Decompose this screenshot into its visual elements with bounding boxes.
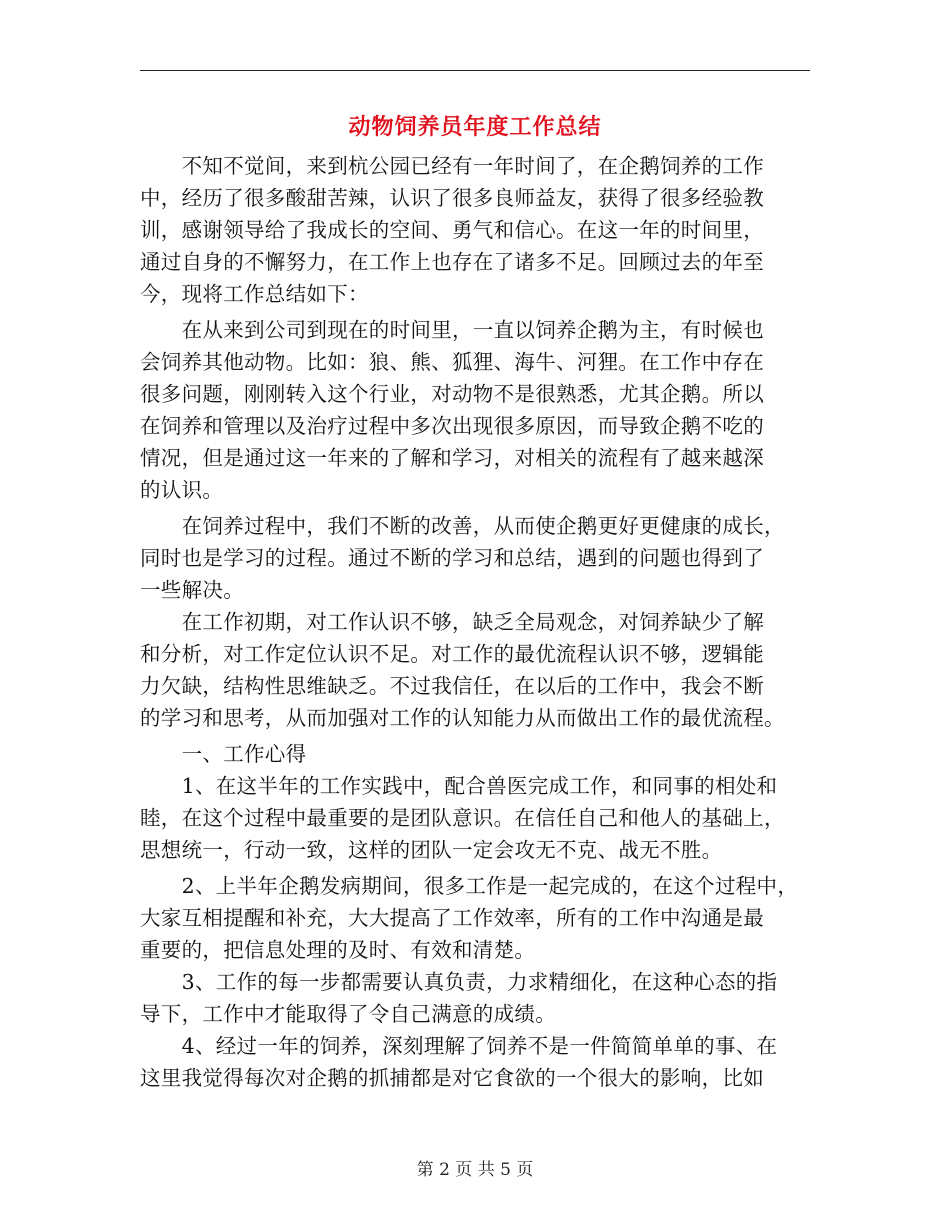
body-line: 思想统一，行动一致，这样的团队一定会攻无不克、战无不胜。 [140,838,723,862]
body-line: 4、经过一年的饲养，深刻理解了饲养不是一件简简单单的事、在 [140,1034,778,1058]
body-line: 中，经历了很多酸甜苦辣，认识了很多良师益友，获得了很多经验教 [140,186,764,210]
document-title: 动物饲养员年度工作总结 [348,114,602,140]
body-line: 同时也是学习的过程。通过不断的学习和总结，遇到的问题也得到了 [140,546,764,570]
body-line: 和分析，对工作定位认识不足。对工作的最优流程认识不够，逻辑能 [140,642,764,666]
body-line: 不知不觉间，来到杭公园已经有一年时间了，在企鹅饲养的工作 [140,154,764,178]
body-line: 3、工作的每一步都需要认真负责，力求精细化，在这种心态的指 [140,970,778,994]
body-line: 1、在这半年的工作实践中，配合兽医完成工作，和同事的相处和 [140,774,778,798]
body-line: 在从来到公司到现在的时间里，一直以饲养企鹅为主，有时候也 [140,318,764,342]
page-footer: 第 2 页 共 5 页 [416,1160,534,1180]
body-line: 在饲养和管理以及治疗过程中多次出现很多原因，而导致企鹅不吃的 [140,414,764,438]
body-line: 通过自身的不懈努力，在工作上也存在了诸多不足。回顾过去的年至 [140,250,764,274]
header-rule [140,70,810,71]
body-line: 会饲养其他动物。比如：狼、熊、狐狸、海牛、河狸。在工作中存在 [140,350,764,374]
body-line: 睦，在这个过程中最重要的是团队意识。在信任自己和他人的基础上， [140,806,785,830]
body-line: 很多问题，刚刚转入这个行业，对动物不是很熟悉，尤其企鹅。所以 [140,382,764,406]
body-line: 重要的，把信息处理的及时、有效和清楚。 [140,938,536,962]
body-line: 情况，但是通过这一年来的了解和学习，对相关的流程有了越来越深 [140,446,764,470]
body-line: 今，现将工作总结如下： [140,282,369,306]
body-line: 大家互相提醒和补充，大大提高了工作效率，所有的工作中沟通是最 [140,906,764,930]
section-heading: 一、工作心得 [140,742,307,766]
body-line: 在工作初期，对工作认识不够，缺乏全局观念，对饲养缺少了解 [140,610,764,634]
body-line: 导下，工作中才能取得了令自己满意的成绩。 [140,1002,556,1026]
body-line: 训，感谢领导给了我成长的空间、勇气和信心。在这一年的时间里， [140,218,764,242]
body-line: 的学习和思考，从而加强对工作的认知能力从而做出工作的最优流程。 [140,706,785,730]
body-line: 力欠缺，结构性思维缺乏。不过我信任，在以后的工作中，我会不断 [140,674,764,698]
body-line: 这里我觉得每次对企鹅的抓捕都是对它食欲的一个很大的影响，比如 [140,1066,764,1090]
body-line: 在饲养过程中，我们不断的改善，从而使企鹅更好更健康的成长， [140,514,785,538]
body-line: 一些解决。 [140,578,244,602]
body-line: 的认识。 [140,478,224,502]
body-line: 2、上半年企鹅发病期间，很多工作是一起完成的，在这个过程中， [140,874,799,898]
